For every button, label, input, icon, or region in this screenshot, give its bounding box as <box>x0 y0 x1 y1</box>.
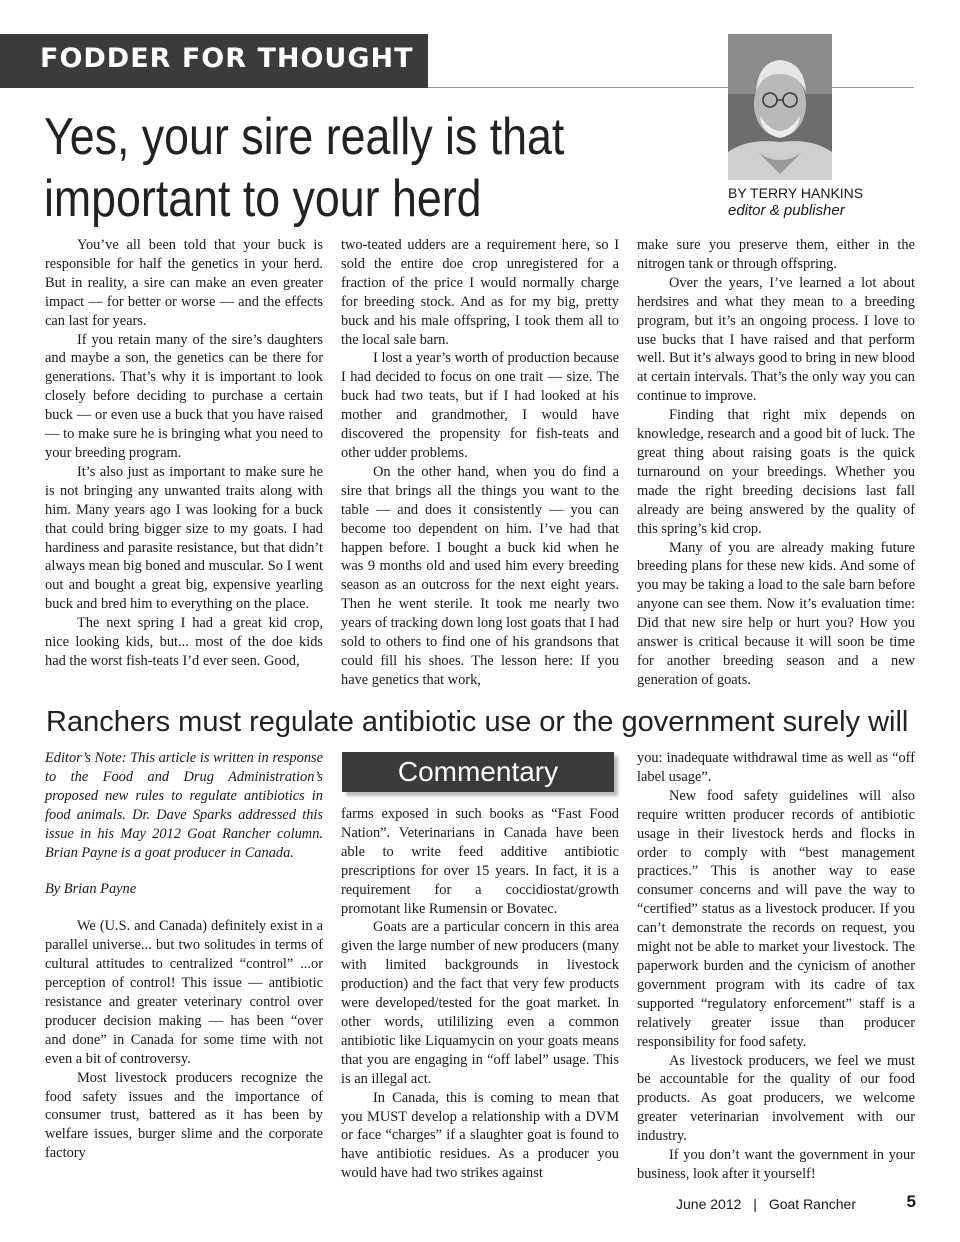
author-photo <box>728 34 832 180</box>
paragraph: I lost a year’s worth of production because I had decided to focus on one trait — size. The buck had two teats, but if I had looked at his mother and grandmother, I would have discovered the propensity for fish-teats and other udder problems. <box>341 350 619 461</box>
footer-separator: | <box>753 1196 757 1212</box>
section-banner-label: FODDER FOR THOUGHT <box>40 43 414 74</box>
editor-note: Editor’s Note: This article is written in response to the Food and Drug Administration’s proposed new rules to regulate antibiotics in food animals. Dr. Dave Sparks addressed this issue in his May 2012 Goat Rancher column. Brian Payne is a goat producer in Canada. <box>45 750 323 861</box>
article1-column-1 <box>45 236 323 671</box>
article1-column-2 <box>341 236 619 690</box>
paragraph: Many of you are already making future breeding plans for these new kids. And some of you may be taking a load to the sale barn before anyone can see them. Now it’s evaluation time: Did that new sire help or hurt you? How you answer is critical because it will soon be time for another breeding season and a new generation of goats. <box>637 539 915 688</box>
paragraph: We (U.S. and Canada) definitely exist in a parallel universe... but two solitudes in terms of cultural attitudes to centralized “control” ...or perception of control! This issue — antibiotic resistance and greater veterinary control over producer decision making — has been “over and done” in Canada for some time with not even a bit of controversy. <box>45 918 323 1067</box>
paragraph: If you retain many of the sire’s daughters and maybe a son, the genetics can be there for generations. That’s why it is important to look closely before deciding to purchase a certain buck — or even use a buck that you have raised — to make sure he is bringing what you need to your breeding program. <box>45 331 323 461</box>
paragraph: You’ve all been told that your buck is responsible for half the genetics in your herd. But in reality, a sire can make an even greater impact — for better or worse — and the effects can last for years. <box>45 237 323 329</box>
paragraph: Goats are a particular concern in this area given the large number of new producers (many with limited backgrounds in livestock production) and the fact that very few products were developed/tested for the goat market. In other words, utililizing even a common antibiotic like Liquamycin on your goats means that you are engaging in “off label” usage. This is an illegal act. <box>341 919 619 1087</box>
paragraph: Over the years, I’ve learned a lot about herdsires and what they mean to a breeding program, but it’s an ongoing process. I love to use bucks that I have raised and that perform well. But it’s always good to bring in new blood at certain intervals. That’s the only way you can continue to improve. <box>637 274 915 405</box>
footer-issue: June 2012 <box>676 1196 742 1212</box>
headline-line-1: Yes, your sire really is that <box>44 108 565 166</box>
paragraph: As livestock producers, we feel we must be accountable for the quality of our food products. As goat producers, we welcome greater veterinarian involvement with our industry. <box>637 1052 915 1145</box>
paragraph: you: inadequate withdrawal time as well as “off label usage”. <box>637 750 915 785</box>
paragraph: New food safety guidelines will also require written producer records of antibiotic usage in their livestock herds and flocks in order to comply with “best management practices.” This is another way to ease consumer concerns and will pave the way to “certified” status as a livestock producer. If you can’t demonstrate the records on request, you might not be able to market your livestock. The paperwork burden and the cynicism of another government program with its cadre of tax supported “regulatory enforcement” staff is a relatively greater issue than producer responsibility for food safety. <box>637 787 915 1050</box>
article2-byline: By Brian Payne <box>45 881 137 898</box>
paragraph: On the other hand, when you do find a sire that brings all the things you want to the table — and does it consistently — you can become too dependent on him. I’ve had that happen before. I bought a buck kid when he was 9 months old and used him every breeding season as an outcross for the next eight years. Then he went sterile. It took me nearly two years of tracking down long lost goats that I had sold to others to find one of his grandsons that could fill his shoes. The lesson here: If you have genetics that work, <box>341 463 619 688</box>
article2-column-2 <box>341 805 619 1183</box>
headline-line-2: important to your herd <box>44 170 482 228</box>
article2-column-3 <box>637 749 915 1184</box>
paragraph: If you don’t want the government in your business, look after it yourself! <box>637 1147 915 1182</box>
paragraph: It’s also just as important to make sure he is not bringing any unwanted traits along with him. Many years ago I was looking for a buck that could bring bigger size to my goats. I had hardiness and parasite resistance, but that didn’t always mean big boned and muscular. So I went out and bought a great big, expensive yearling buck and bred him to everything on the place. <box>45 463 323 613</box>
paragraph: make sure you preserve them, either in the nitrogen tank or through offspring. <box>637 237 915 272</box>
paragraph: The next spring I had a great kid crop, nice looking kids, but... most of the doe kids had the worst fish-teats I’d ever seen. Good, <box>45 615 323 669</box>
paragraph: two-teated udders are a requirement here, so I sold the entire doe crop unregistered for a fraction of the price I would normally charge for breeding stock. And as for my big, pretty buck and his male offspring, I took them all to the local sale barn. <box>341 237 619 348</box>
author-portrait-image <box>728 34 832 180</box>
article2-headline: Ranchers must regulate antibiotic use or the government surely will <box>46 706 909 738</box>
paragraph: farms exposed in such books as “Fast Food Nation”. Veterinarians in Canada have been able to write feed additive antibiotic prescriptions for over 15 years. In fact, it is a requirement for a coccidiostat/growth promotant like Rumensin or Bovatec. <box>341 806 619 917</box>
footer-publication: Goat Rancher <box>768 1196 856 1212</box>
page-number: 5 <box>906 1192 916 1211</box>
byline-role: editor & publisher <box>728 202 845 219</box>
section-banner <box>0 34 428 88</box>
article1-column-3 <box>637 236 915 690</box>
byline <box>728 184 918 220</box>
commentary-label: Commentary <box>342 752 614 792</box>
article2-column-1 <box>45 749 323 1163</box>
paragraph: In Canada, this is coming to mean that you MUST develop a relationship with a DVM or face “charges” if a slaughter goat is found to have antibiotic residues. As a producer you would have had two strikes against <box>341 1089 619 1182</box>
article-headline <box>44 106 612 230</box>
page-footer <box>676 1194 916 1214</box>
paragraph: Finding that right mix depends on knowledge, research and a good bit of luck. The great thing about raising goats is the quick turnaround on your breedings. Whether you made the right breeding decisions last fall already are being answered by the quality of this spring’s kid crop. <box>637 407 915 537</box>
byline-author: BY TERRY HANKINS <box>728 185 864 201</box>
paragraph: Most livestock producers recognize the food safety issues and the importance of consumer trust, battered as it has been by welfare issues, burger slime and the corporate factory <box>45 1069 323 1162</box>
header-rule <box>428 87 914 88</box>
